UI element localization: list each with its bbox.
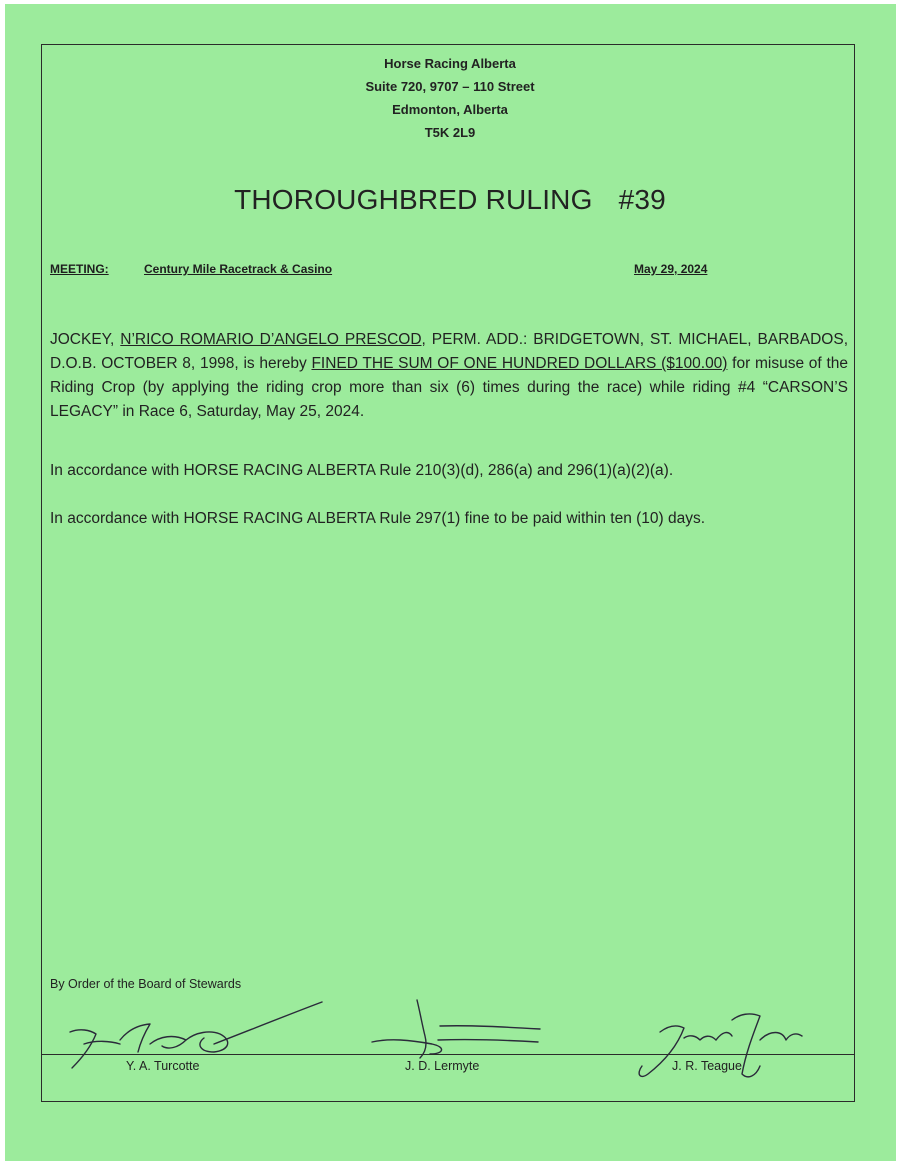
letterhead-org: Horse Racing Alberta xyxy=(384,56,516,71)
signature-line xyxy=(41,1054,855,1055)
steward-name-turcotte: Y. A. Turcotte xyxy=(126,1059,200,1073)
letterhead-postal: T5K 2L9 xyxy=(424,125,476,140)
ruling-paragraph-main xyxy=(50,328,848,424)
meeting-label: MEETING: xyxy=(50,262,109,276)
ruling-paragraph-payment: In accordance with HORSE RACING ALBERTA Rule 297(1) fine to be paid within ten (10) days. xyxy=(50,510,706,527)
letterhead xyxy=(0,52,900,144)
meeting-date: May 29, 2024 xyxy=(634,262,708,276)
letterhead-street: Suite 720, 9707 – 110 Street xyxy=(365,79,535,94)
steward-name-lermyte: J. D. Lermyte xyxy=(405,1059,480,1073)
board-order-text: By Order of the Board of Stewards xyxy=(50,977,242,991)
steward-name-teague: J. R. Teague xyxy=(672,1059,742,1073)
fine-amount: FINED THE SUM OF ONE HUNDRED DOLLARS ($100.00) xyxy=(311,355,728,372)
ruling-title xyxy=(0,180,900,220)
ruling-paragraph-rules: In accordance with HORSE RACING ALBERTA Rule 210(3)(d), 286(a) and 296(1)(a)(2)(a). xyxy=(50,462,674,479)
letterhead-city: Edmonton, Alberta xyxy=(392,102,508,117)
p1-details: , PERM. ADD.: BRIDGETOWN, ST. MICHAEL, BARBADOS, D.O.B. OCTOBER 8, 1998, is hereby xyxy=(50,331,848,372)
meeting-row xyxy=(50,262,850,282)
p1-lead: JOCKEY, xyxy=(50,331,121,348)
ruling-title-text: THOROUGHBRED RULING xyxy=(234,184,593,215)
jockey-name: N’RICO ROMARIO D’ANGELO PRESCOD xyxy=(120,331,422,348)
meeting-venue: Century Mile Racetrack & Casino xyxy=(144,262,333,276)
ruling-number: #39 xyxy=(618,184,666,215)
p1-reason: for misuse of the Riding Crop (by applying the riding crop more than six (6) times during the race) while riding #4 “CARSON’S LEGACY” in Race 6, Saturday, May 25, 2024. xyxy=(50,355,848,420)
